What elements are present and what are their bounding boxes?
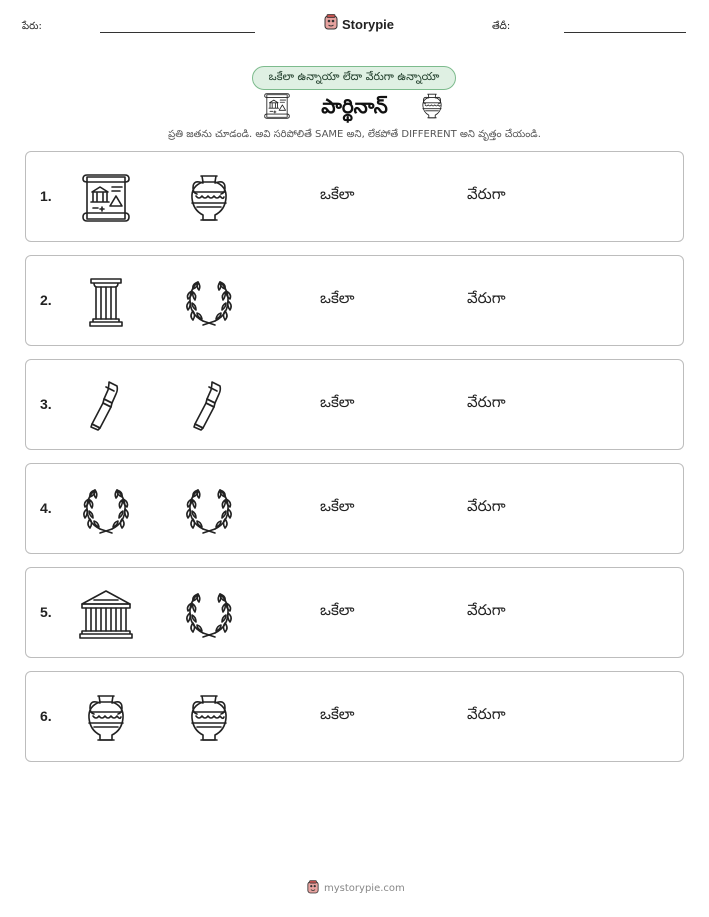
right-picture laurel-wreath-icon: [181, 586, 237, 642]
brand-logo: [324, 14, 394, 34]
left-picture amphora-icon: [78, 690, 134, 746]
right-picture laurel-wreath-icon: [181, 274, 237, 330]
name-label: పేరు:: [22, 21, 42, 32]
question-number: 3.: [40, 396, 52, 412]
footer-url: mystorypie.com: [324, 883, 405, 894]
left-picture temple-icon: [78, 586, 134, 642]
question-card: [25, 359, 684, 450]
date-line[interactable]: [564, 32, 686, 33]
left-picture scroll-drawing-icon: [78, 170, 134, 226]
same-option[interactable]: ఒకేలా: [320, 393, 355, 411]
question-number: 5.: [40, 604, 52, 620]
question-card: [25, 255, 684, 346]
instructions: ప్రతి జతను చూడండి. అవి సరిపోలితే SAME అని, లేకపోతే DIFFERENT అని వృత్తం చేయండి.: [168, 129, 541, 140]
different-option[interactable]: వేరుగా: [467, 289, 506, 307]
left-picture laurel-wreath-icon: [78, 482, 134, 538]
storypie-mascot-icon: [307, 879, 319, 898]
subtitle-pill: ఒకేలా ఉన్నాయా లేదా వేరుగా ఉన్నాయా: [252, 66, 456, 90]
right-picture laurel-wreath-icon: [181, 482, 237, 538]
date-label: తేదీ:: [492, 21, 511, 32]
left-picture column-icon: [78, 274, 134, 330]
question-card: [25, 671, 684, 762]
brand-name: Storypie: [342, 16, 395, 32]
different-option[interactable]: వేరుగా: [467, 601, 506, 619]
same-option[interactable]: ఒకేలా: [320, 497, 355, 515]
same-option[interactable]: ఒకేలా: [320, 601, 355, 619]
question-card: [25, 567, 684, 658]
same-option[interactable]: ఒకేలా: [320, 289, 355, 307]
left-picture chisel-icon: [78, 378, 134, 434]
question-number: 4.: [40, 500, 52, 516]
different-option[interactable]: వేరుగా: [467, 497, 506, 515]
same-option[interactable]: ఒకేలా: [320, 185, 355, 203]
page-title: పార్థినాన్: [321, 93, 388, 118]
question-number: 6.: [40, 708, 52, 724]
storypie-mascot-icon: [324, 14, 338, 34]
question-card: [25, 151, 684, 242]
question-number: 1.: [40, 188, 52, 204]
name-line[interactable]: [100, 32, 255, 33]
different-option[interactable]: వేరుగా: [467, 705, 506, 723]
right-picture amphora-icon: [181, 690, 237, 746]
right-picture amphora-icon: [181, 170, 237, 226]
same-option[interactable]: ఒకేలా: [320, 705, 355, 723]
question-card: [25, 463, 684, 554]
amphora-icon: [417, 91, 447, 125]
different-option[interactable]: వేరుగా: [467, 393, 506, 411]
right-picture chisel-icon: [181, 378, 237, 434]
question-number: 2.: [40, 292, 52, 308]
footer: [307, 879, 405, 898]
different-option[interactable]: వేరుగా: [467, 185, 506, 203]
title-row: [262, 92, 447, 124]
scroll-drawing-icon: [262, 91, 292, 125]
